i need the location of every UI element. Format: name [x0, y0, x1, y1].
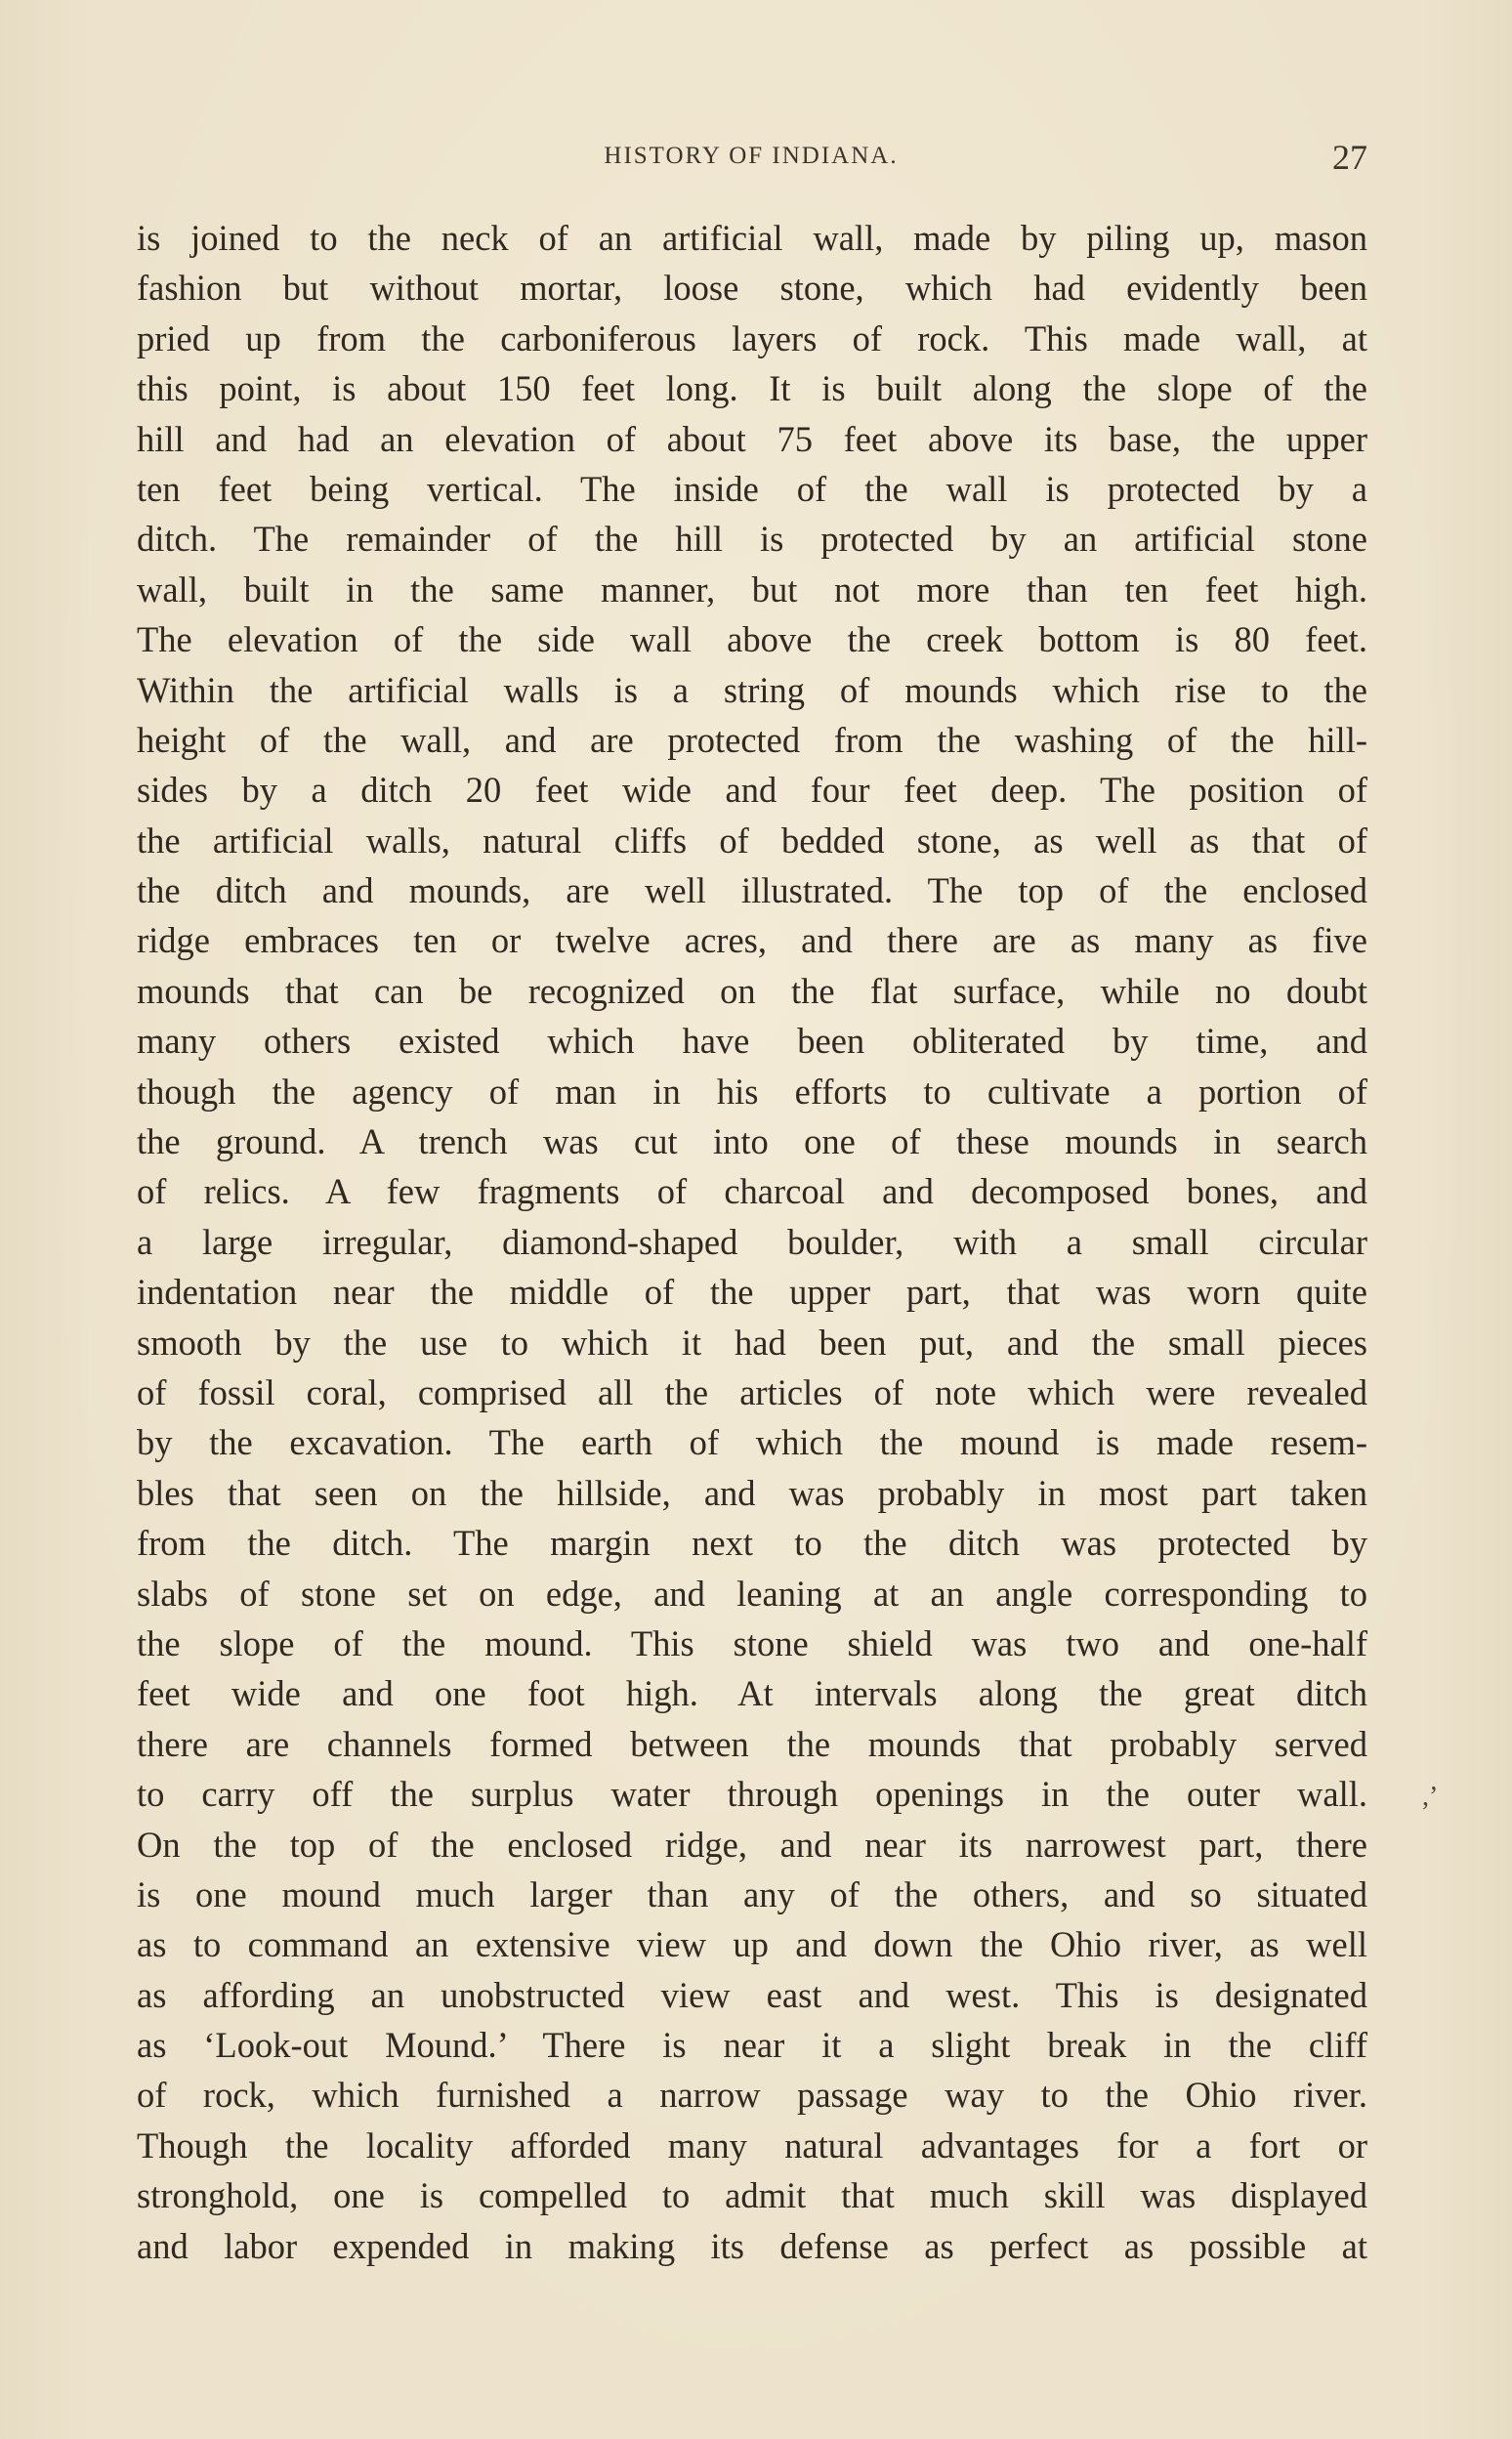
page-header [135, 137, 1367, 176]
text-line: ditch. The remainder of the hill is protected by an artificial stone [137, 519, 1367, 560]
text-line: wall, built in the same manner, but not more than ten feet high. [137, 568, 1367, 610]
text-line: by the excavation. The earth of which the mound is made resem- [137, 1422, 1367, 1463]
text-line: of rock, which furnished a narrow passage way to the Ohio river. [137, 2075, 1367, 2116]
body-text [137, 213, 1367, 2271]
text-line: stronghold, one is compelled to admit that much skill was displayed [137, 2175, 1367, 2216]
text-line: feet wide and one foot high. At intervals along the great ditch [137, 1673, 1367, 1714]
text-line: bles that seen on the hillside, and was probably in most part taken [137, 1472, 1367, 1513]
text-line: the slope of the mound. This stone shield was two and one-half [137, 1622, 1367, 1663]
text-line: to carry off the surplus water through openings in the outer wall. [137, 1774, 1367, 1815]
text-line: is joined to the neck of an artificial wall, made by piling up, mason [137, 218, 1367, 258]
running-head: HISTORY OF INDIANA. [604, 143, 899, 169]
text-line: height of the wall, and are protected from the washing of the hill- [137, 719, 1367, 760]
text-line: of relics. A few fragments of charcoal and decomposed bones, and [137, 1171, 1367, 1212]
text-line: many others existed which have been obliterated by time, and [137, 1021, 1367, 1062]
text-line: mounds that can be recognized on the flat surface, while no doubt [137, 970, 1367, 1011]
text-line: as to command an extensive view up and down the Ohio river, as well [137, 1924, 1367, 1965]
text-line: slabs of stone set on edge, and leaning at an angle corresponding to [137, 1573, 1367, 1614]
text-line: and labor expended in making its defense as perfect as possible at [137, 2225, 1367, 2266]
text-line: sides by a ditch 20 feet wide and four feet deep. The position of [137, 770, 1367, 811]
margin-mark: ,’ [1422, 1782, 1439, 1812]
text-line: from the ditch. The margin next to the ditch was protected by [137, 1523, 1367, 1564]
text-line: On the top of the enclosed ridge, and near its narrowest part, there [137, 1824, 1367, 1865]
text-line: hill and had an elevation of about 75 feet above its base, the upper [137, 418, 1367, 459]
page-number: 27 [1332, 138, 1367, 177]
text-line: of fossil coral, comprised all the articles of note which were revealed [137, 1371, 1367, 1412]
text-line: pried up from the carboniferous layers of rock. This made wall, at [137, 317, 1367, 358]
text-line: there are channels formed between the mounds that probably served [137, 1723, 1367, 1764]
text-line: fashion but without mortar, loose stone, which had evidently been [137, 268, 1367, 309]
text-line: as ‘Look-out Mound.’ There is near it a slight break in the cliff [137, 2025, 1367, 2066]
text-line: ridge embraces ten or twelve acres, and there are as many as five [137, 920, 1367, 961]
text-line: the ditch and mounds, are well illustrated. The top of the enclosed [137, 870, 1367, 911]
text-line: The elevation of the side wall above the creek bottom is 80 feet. [137, 619, 1367, 660]
text-line: ten feet being vertical. The inside of the wall is protected by a [137, 468, 1367, 509]
text-line: Though the locality afforded many natural advantages for a fort or [137, 2124, 1367, 2166]
text-line: Within the artificial walls is a string of mounds which rise to the [137, 669, 1367, 710]
text-line: smooth by the use to which it had been put, and the small pieces [137, 1322, 1367, 1363]
text-line: is one mound much larger than any of the others, and so situated [137, 1873, 1367, 1914]
text-line: though the agency of man in his efforts to cultivate a portion of [137, 1071, 1367, 1112]
text-line: the artificial walls, natural cliffs of bedded stone, as well as that of [137, 820, 1367, 861]
text-line: this point, is about 150 feet long. It is built along the slope of the [137, 368, 1367, 409]
text-line: indentation near the middle of the upper part, that was worn quite [137, 1272, 1367, 1313]
text-line: a large irregular, diamond-shaped boulder, with a small circular [137, 1221, 1367, 1262]
text-line: as affording an unobstructed view east and west. This is designated [137, 1974, 1367, 2015]
text-line: the ground. A trench was cut into one of these mounds in search [137, 1121, 1367, 1162]
